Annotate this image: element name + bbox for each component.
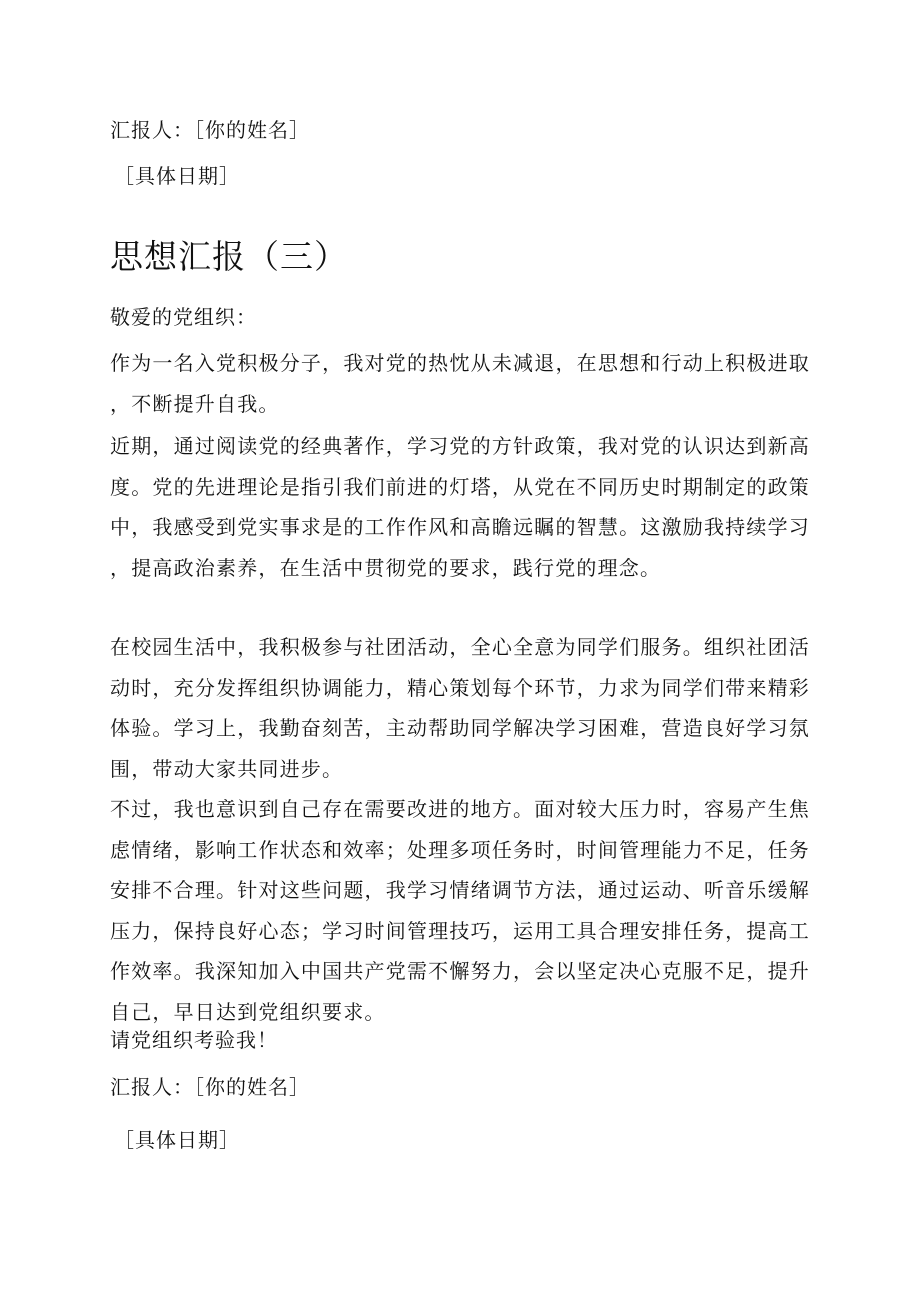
header-date: ［具体日期］ xyxy=(114,164,240,188)
paragraph-4: 不过，我也意识到自己存在需要改进的地方。面对较大压力时，容易产生焦虑情绪，影响工作状态和效率；处理多项任务时，时间管理能力不足，任务安排不合理。针对这些问题，我学习情绪调节方法，通过运动、听音乐缓解压力，保持良好心态；学习时间管理技巧，运用工具合理安排任务，提高工作效率。我深知加入中国共产党需不懈努力，会以坚定决心克服不足，提升自己，早日达到党组织要求。 xyxy=(110,797,810,1024)
footer-reporter: 汇报人：［你的姓名］ xyxy=(110,1075,310,1099)
paragraph-2: 近期，通过阅读党的经典著作，学习党的方针政策，我对党的认识达到新高度。党的先进理论是指引我们前进的灯塔，从党在不同历史时期制定的政策中，我感受到党实事求是的工作作风和高瞻远瞩的智慧。这激励我持续学习，提高政治素养，在生活中贯彻党的要求，践行党的理念。 xyxy=(110,434,810,580)
salutation: 敬爱的党组织： xyxy=(110,305,257,329)
header-reporter: 汇报人：［你的姓名］ xyxy=(110,118,310,142)
footer-date: ［具体日期］ xyxy=(114,1128,240,1152)
paragraph-1: 作为一名入党积极分子，我对党的热忱从未减退，在思想和行动上积极进取，不断提升自我。 xyxy=(110,351,810,416)
document-title: 思想汇报（三） xyxy=(110,237,348,276)
closing-line: 请党组织考验我！ xyxy=(110,1028,278,1052)
paragraph-3: 在校园生活中，我积极参与社团活动，全心全意为同学们服务。组织社团活动时，充分发挥组织协调能力，精心策划每个环节，力求为同学们带来精彩体验。学习上，我勤奋刻苦，主动帮助同学解决学习困难，营造良好学习氛围，带动大家共同进步。 xyxy=(110,635,810,781)
